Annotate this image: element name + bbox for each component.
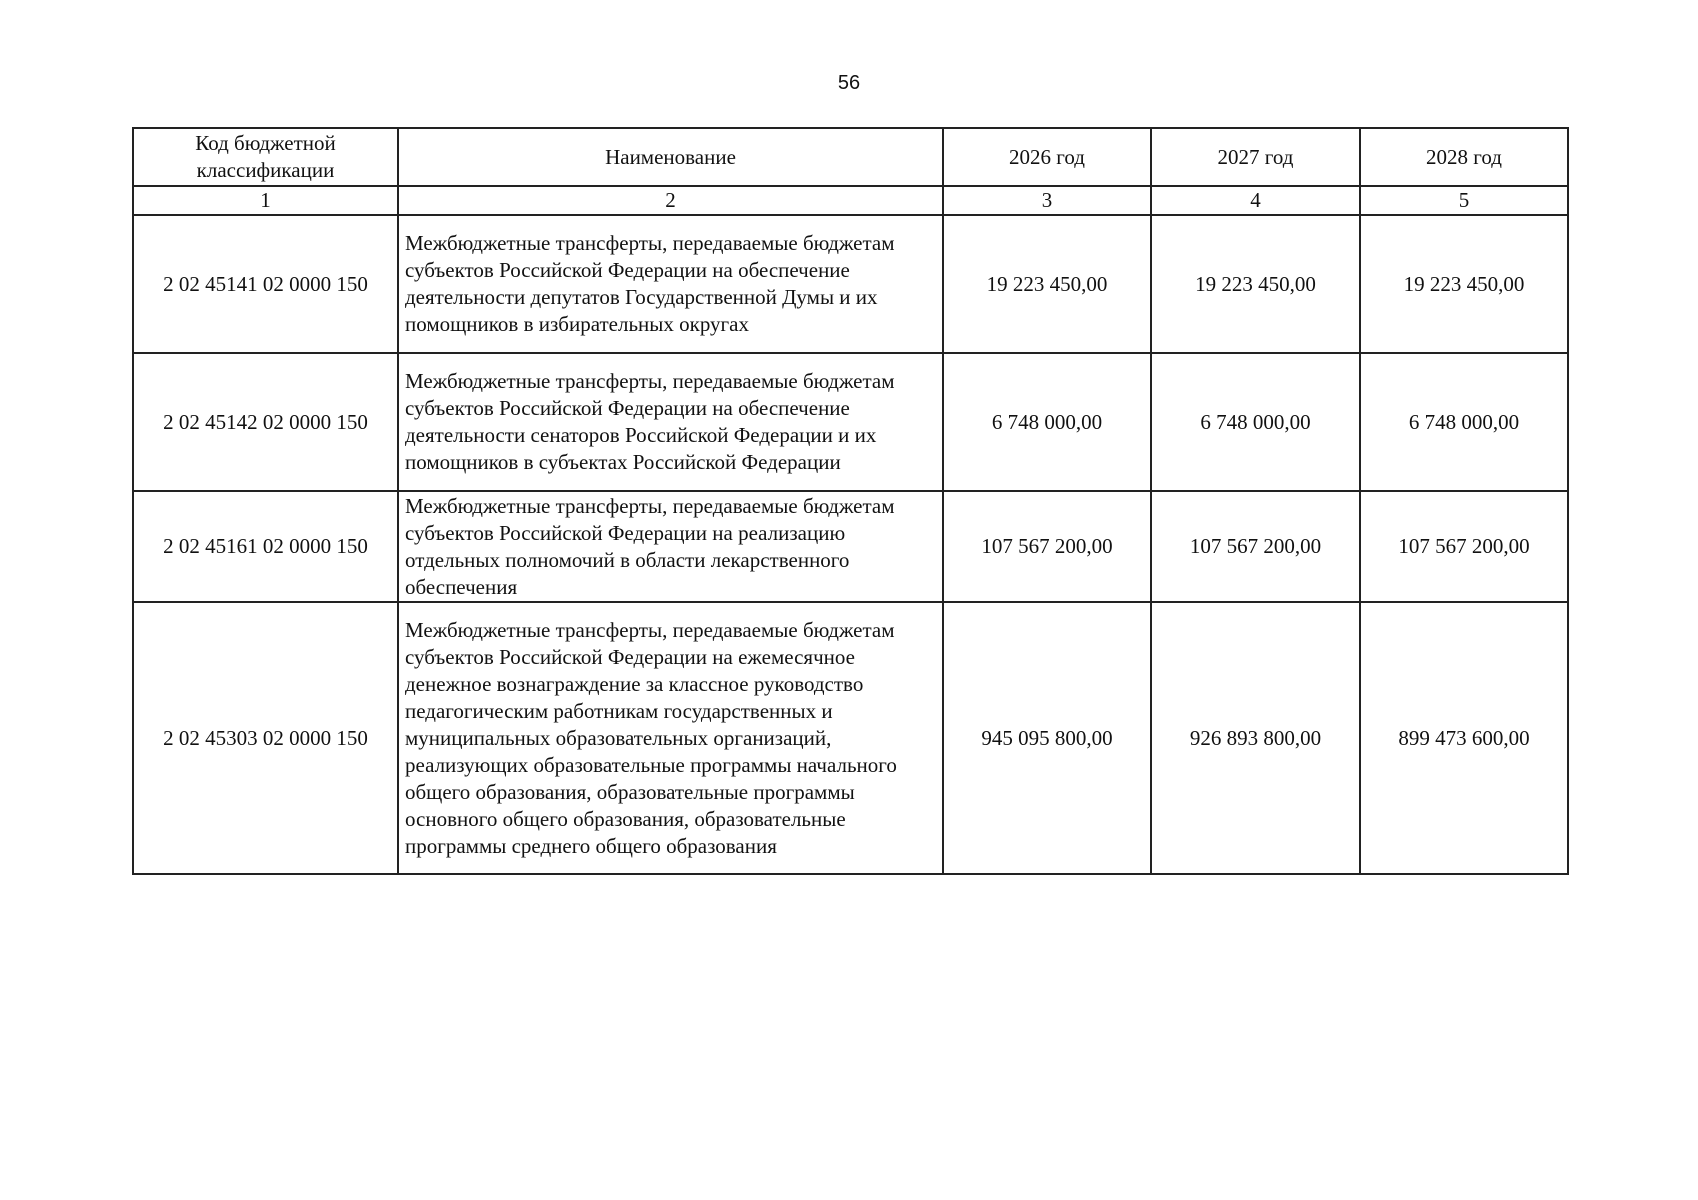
name-cell: Межбюджетные трансферты, передаваемые бюджетам субъектов Российской Федерации на обеспечение деятельности сенаторов Российской Федерации и их помощников в субъектах Российской Федерации: [398, 353, 943, 491]
budget-code-cell: 2 02 45141 02 0000 150: [133, 215, 398, 353]
header-year-2026: 2026 год: [943, 128, 1151, 186]
amount-2028-cell: 899 473 600,00: [1360, 602, 1568, 874]
column-number: 2: [398, 186, 943, 215]
amount-2028-cell: 19 223 450,00: [1360, 215, 1568, 353]
amount-2028-cell: 107 567 200,00: [1360, 491, 1568, 602]
amount-2026-cell: 19 223 450,00: [943, 215, 1151, 353]
header-year-2027: 2027 год: [1151, 128, 1360, 186]
name-cell: Межбюджетные трансферты, передаваемые бюджетам субъектов Российской Федерации на ежемесячное денежное вознаграждение за классное руководство педагогическим работникам государственных и муниципальных образовательных организаций, реализующих образовательные программы начального общего образования, образовательные программы основного общего образования, образовательные программы среднего общего образования: [398, 602, 943, 874]
table-row: [133, 602, 1568, 874]
column-number: 3: [943, 186, 1151, 215]
amount-2027-cell: 926 893 800,00: [1151, 602, 1360, 874]
header-name: Наименование: [398, 128, 943, 186]
amount-2027-cell: 6 748 000,00: [1151, 353, 1360, 491]
column-number: 5: [1360, 186, 1568, 215]
name-cell: Межбюджетные трансферты, передаваемые бюджетам субъектов Российской Федерации на обеспечение деятельности депутатов Государственной Думы и их помощников в избирательных округах: [398, 215, 943, 353]
amount-2027-cell: 107 567 200,00: [1151, 491, 1360, 602]
header-year-2028: 2028 год: [1360, 128, 1568, 186]
amount-2028-cell: 6 748 000,00: [1360, 353, 1568, 491]
table-row: [133, 491, 1568, 602]
table-row: [133, 353, 1568, 491]
budget-code-cell: 2 02 45303 02 0000 150: [133, 602, 398, 874]
name-cell: Межбюджетные трансферты, передаваемые бюджетам субъектов Российской Федерации на реализацию отдельных полномочий в области лекарственного обеспечения: [398, 491, 943, 602]
amount-2026-cell: 107 567 200,00: [943, 491, 1151, 602]
budget-code-cell: 2 02 45161 02 0000 150: [133, 491, 398, 602]
column-number: 4: [1151, 186, 1360, 215]
header-row: [133, 128, 1568, 186]
header-code: Код бюджетной классификации: [133, 128, 398, 186]
amount-2026-cell: 6 748 000,00: [943, 353, 1151, 491]
column-number: 1: [133, 186, 398, 215]
amount-2027-cell: 19 223 450,00: [1151, 215, 1360, 353]
budget-table: [132, 127, 1569, 875]
table-row: [133, 215, 1568, 353]
column-number-row: [133, 186, 1568, 215]
amount-2026-cell: 945 095 800,00: [943, 602, 1151, 874]
page-number: 56: [837, 72, 861, 94]
budget-code-cell: 2 02 45142 02 0000 150: [133, 353, 398, 491]
